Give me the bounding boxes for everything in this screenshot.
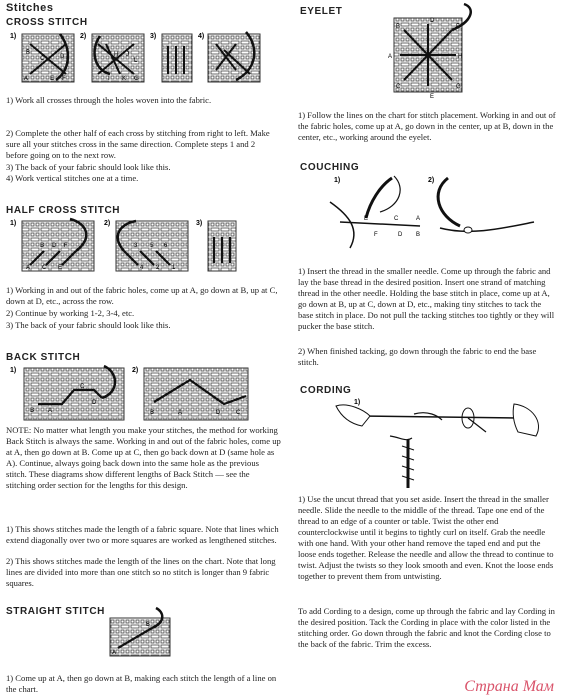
cording-paragraph-2: To add Cording to a design, come up through the fabric and lay Cording in the desired position. Tack the Cording in place with the color listed in the stitching order. Go down through the fabric and knot the Cording close to the back of the fabric. Trim the excess. [298,606,555,649]
half-step-2-label: 2) [104,220,111,227]
couching-letter: F [374,232,378,238]
back-letter: D [92,400,97,406]
half-letter: A [26,265,31,271]
cross-letter: F [62,76,66,82]
cross-stitch-diagrams [10,30,270,90]
cross-step-1-label: 1) [10,33,17,40]
couching-letter: D [398,232,403,238]
half-number: 3 [134,243,138,249]
half-letter: B [40,243,45,249]
couching-diagrams [320,172,560,262]
cross-step-3-label: 3) [150,33,157,40]
eyelet-letter: H [458,54,463,60]
cross-letter: J [126,52,129,58]
cross-step-4-label: 4) [198,33,205,40]
back-stitch-heading: BACK STITCH [6,352,81,363]
half-step-1-label: 1) [10,220,17,227]
cross-stitch-heading: CROSS STITCH [6,17,88,28]
back-step-1-label: 1) [10,367,17,374]
eyelet-letter: E [430,94,435,100]
eyelet-letter: F [456,24,460,30]
cross-letter: E [50,76,55,82]
couching-letter: B [416,232,421,238]
couching-paragraph-1: 1) Insert the thread in the smaller needle. Come up through the fabric and lay the base thread in the desired position. Insert one strand of matching thread in the other needle. Holding the base stitch in place, come up at A, go down at B, up at C, down at D, etc., making tiny stitches to tack the base stitch in place. Do not pull the tacking stitches too tightly or they will pucker the base stitch. [298,266,555,331]
cross-letter: C [40,56,45,62]
back-letter: A [178,410,183,416]
cross-letter: I [108,76,110,82]
cross-paragraph-2: 2) Complete the other half of each cross by stitching from right to left. Make sure all your stitches cross in the same direction. Complete steps 1 and 2 before going on to the next row. [6,128,270,160]
half-letter: D [52,243,57,249]
eyelet-letter: C [396,84,401,90]
cording-paragraph-1: 1) Use the uncut thread that you set aside. Insert the thread in the smaller needle. Slide the needle to the middle of the thread. Tape one end of the thread to an edge of a counter or table. Twist the other end counterclockwise until it begins to tightly curl on itself. Grab the needle with one hand. With your other hand remove the taped end and put the loose ends together. Release the needle and allow the thread to continue to twist. Adjust the twists so they look smooth and even. Knot the loose ends together to prevent them from untwisting. [298,494,554,581]
cording-diagram [318,396,548,496]
couching-letter: A [416,216,421,222]
half-cross-heading: HALF CROSS STITCH [6,205,121,216]
back-letter: C [80,384,85,390]
half-paragraph-1: 1) Working in and out of the fabric holes, come up at A, go down at B, up at C, down at D, etc., across the row. [6,285,278,306]
straight-stitch-heading: STRAIGHT STITCH [6,606,105,617]
eyelet-diagram [380,12,490,102]
back-letter: A [48,408,53,414]
couching-letter: E [364,216,369,222]
half-letter: E [58,265,63,271]
cross-letter: L [134,58,138,64]
half-cross-diagrams [10,217,270,275]
straight-stitch-diagram [100,614,180,664]
half-number: 4 [140,265,144,271]
back-letter: D [216,410,221,416]
eyelet-paragraph-1: 1) Follow the lines on the chart for stitch placement. Working in and out of the fabric holes, come up at A, go down in the center, up at B, down in the center, etc., working around the eyelet. [298,110,556,142]
cross-letter: D [60,54,65,60]
cross-paragraph-3: 3) The back of your fabric should look like this. [6,162,171,172]
cording-heading: CORDING [300,385,352,396]
couching-paragraph-2: 2) When finished tacking, go down through the fabric to end the base stitch. [298,346,537,367]
back-stitch-diagrams [10,362,270,422]
back-note: NOTE: No matter what length you make your stitches, the method for working Back Stitch is always the same. Working in and out of the fabric holes, come up at A, then go down at B. Come up at C, then go back down at D (same hole as A). Continue, always going back down into the same hole as the previous stitch. These diagrams show different lengths of Back Stitch — see the stitching order section for the lengths for this design. [6,425,281,490]
half-number: 5 [150,243,154,249]
cross-paragraph-1: 1) Work all crosses through the holes woven into the fabric. [6,95,212,105]
cross-letter: H [114,52,119,58]
cording-step-1-label: 1) [354,399,361,406]
cross-letter: K [122,76,127,82]
cross-letter: B [26,50,31,56]
couching-letter: C [394,216,399,222]
couching-step-2-label: 2) [428,177,435,184]
back-letter: B [30,408,35,414]
back-letter: B [150,410,155,416]
page-title: Stitches [6,2,54,14]
cross-paragraph-4: 4) Work vertical stitches one at a time. [6,173,139,183]
straight-paragraph-1: 1) Come up at A, then go down at B, making each stitch the length of a line on the chart. [6,673,277,694]
eyelet-heading: EYELET [300,6,343,17]
cross-letter: A [24,76,29,82]
watermark: Страна Мам [464,678,554,695]
back-paragraph-1: 1) This shows stitches made the length of a fabric square. Note that lines which extend diagonally over two or more squares are worked as lengthened stitches. [6,524,279,545]
couching-step-1-label: 1) [334,177,341,184]
straight-letter: A [112,650,117,656]
eyelet-letter: G [456,84,461,90]
back-letter: C [236,410,241,416]
half-step-3-label: 3) [196,220,203,227]
eyelet-letter: B [396,24,401,30]
eyelet-letter: A [388,54,393,60]
back-paragraph-2: 2) This shows stitches made the length of the lines on the chart. Note that long lines are divided into more than one stitch so no stitch is longer than 9 fabric squares. [6,556,276,588]
half-paragraph-2: 2) Continue by working 1-2, 3-4, etc. [6,308,135,318]
half-paragraph-3: 3) The back of your fabric should look like this. [6,320,171,330]
couching-heading: COUCHING [300,162,360,173]
half-letter: C [42,265,47,271]
cross-letter: G [134,76,139,82]
cross-step-2-label: 2) [80,33,87,40]
eyelet-letter: D [430,18,435,24]
half-number: 1 [172,265,176,271]
half-number: 6 [164,243,168,249]
back-step-2-label: 2) [132,367,139,374]
half-letter: F [64,243,68,249]
half-number: 2 [156,265,160,271]
straight-letter: B [146,622,151,628]
